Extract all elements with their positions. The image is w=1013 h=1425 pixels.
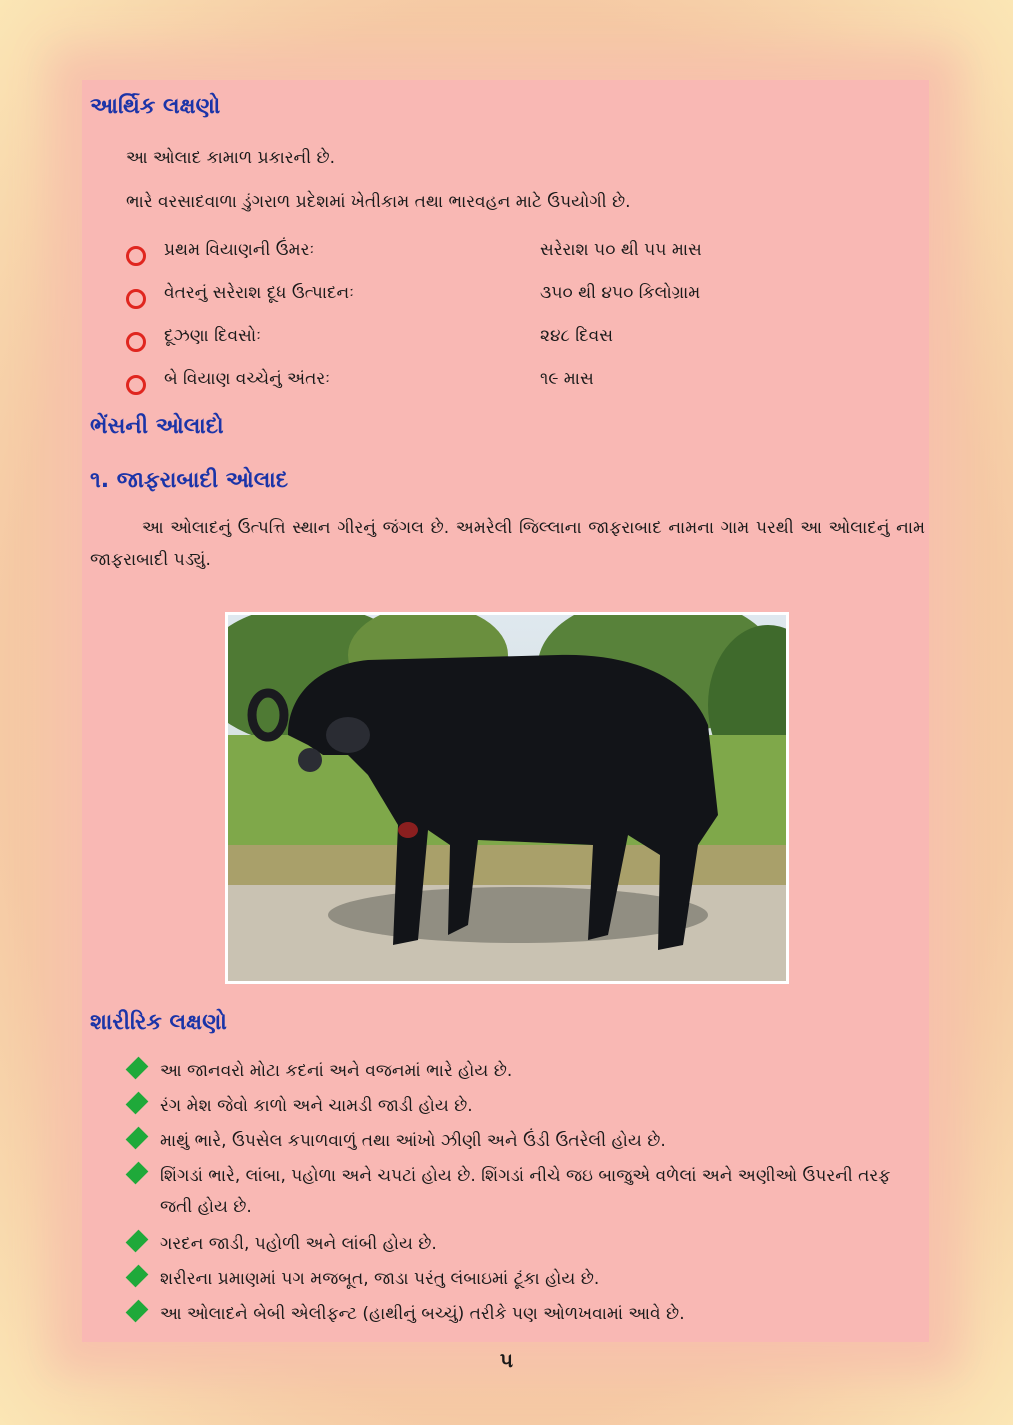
diamond-bullet-icon [126, 1057, 149, 1080]
spec-row [126, 326, 886, 356]
ring-bullet-icon [126, 246, 146, 266]
bullet-item [130, 1161, 920, 1222]
content-panel [82, 80, 929, 1342]
bullet-item [130, 1229, 930, 1260]
spec-value: ૨૪૮ દિવસ [540, 326, 613, 346]
spec-value: ૧૯ માસ [540, 369, 594, 389]
diamond-bullet-icon [126, 1162, 149, 1185]
bullet-text: રંગ મેશ જેવો કાળો અને ચામડી જાડી હોય છે. [160, 1096, 473, 1116]
bullet-text: શિંગડાં ભારે, લાંબા, પહોળા અને ચપટાં હોય છે. શિંગડાં નીચે જઇ બાજુએ વળેલાં અને અણીઓ ઉપરની તરફ જતી હોય છે. [160, 1166, 891, 1217]
physical-heading: શારીરિક લક્ષણો [90, 1010, 227, 1035]
spec-label: બે વિયાણ વચ્ચેનું અંતરઃ [164, 369, 331, 389]
bullet-item [130, 1299, 930, 1330]
spec-row [126, 240, 886, 270]
spec-label: પ્રથમ વિયાણની ઉંમરઃ [164, 240, 315, 260]
page-number: ૫ [499, 1348, 514, 1372]
economic-heading: આર્થિક લક્ષણો [90, 94, 221, 119]
breeds-heading: ભેંસની ઓલાદો [90, 414, 224, 439]
bullet-text: ગરદન જાડી, પહોળી અને લાંબી હોય છે. [160, 1234, 437, 1254]
diamond-bullet-icon [126, 1300, 149, 1323]
spec-value: ૩૫૦ થી ૪૫૦ કિલોગ્રામ [540, 283, 701, 303]
bullet-text: આ ઓલાદને બેબી એલીફન્ટ (હાથીનું બચ્ચું) તરીકે પણ ઓળખવામાં આવે છે. [160, 1304, 685, 1324]
spec-label: દૂઝણા દિવસોઃ [164, 326, 261, 346]
economic-para-2: ભારે વરસાદવાળા ડુંગરાળ પ્રદેશમાં ખેતીકામ તથા ભારવહન માટે ઉપયોગી છે. [126, 192, 631, 212]
diamond-bullet-icon [126, 1127, 149, 1150]
bullet-item [130, 1091, 930, 1122]
breed-1-heading: ૧. જાફરાબાદી ઓલાદ [90, 468, 289, 493]
bullet-text: આ જાનવરો મોટા કદનાં અને વજનમાં ભારે હોય છે. [160, 1061, 513, 1081]
bullet-item [130, 1264, 930, 1295]
diamond-bullet-icon [126, 1092, 149, 1115]
buffalo-photo [225, 612, 789, 984]
bullet-text: શરીરના પ્રમાણમાં પગ મજબૂત, જાડા પરંતુ લંબાઇમાં ટૂંકા હોય છે. [160, 1269, 600, 1289]
spec-label: વેતરનું સરેરાશ દૂધ ઉત્પાદનઃ [164, 283, 355, 303]
diamond-bullet-icon [126, 1265, 149, 1288]
breed-1-paragraph: આ ઓલાદનું ઉત્પત્તિ સ્થાન ગીરનું જંગલ છે. અમરેલી જિલ્લાના જાફરાબાદ નામના ગામ પરથી આ ઓલાદનું નામ જાફરાબાદી પડ્યું. [90, 518, 925, 571]
diamond-bullet-icon [126, 1230, 149, 1253]
ring-bullet-icon [126, 289, 146, 309]
spec-row [126, 369, 886, 399]
bullet-item [130, 1056, 930, 1087]
economic-para-1: આ ઓલાદ કામાળ પ્રકારની છે. [126, 148, 336, 168]
bullet-item [130, 1126, 930, 1157]
spec-value: સરેરાશ ૫૦ થી ૫૫ માસ [540, 240, 702, 260]
spec-row [126, 283, 886, 313]
ring-bullet-icon [126, 332, 146, 352]
ring-bullet-icon [126, 375, 146, 395]
bullet-text: માથું ભારે, ઉપસેલ કપાળવાળું તથા આંખો ઝીણી અને ઉંડી ઉતરેલી હોય છે. [160, 1131, 666, 1151]
